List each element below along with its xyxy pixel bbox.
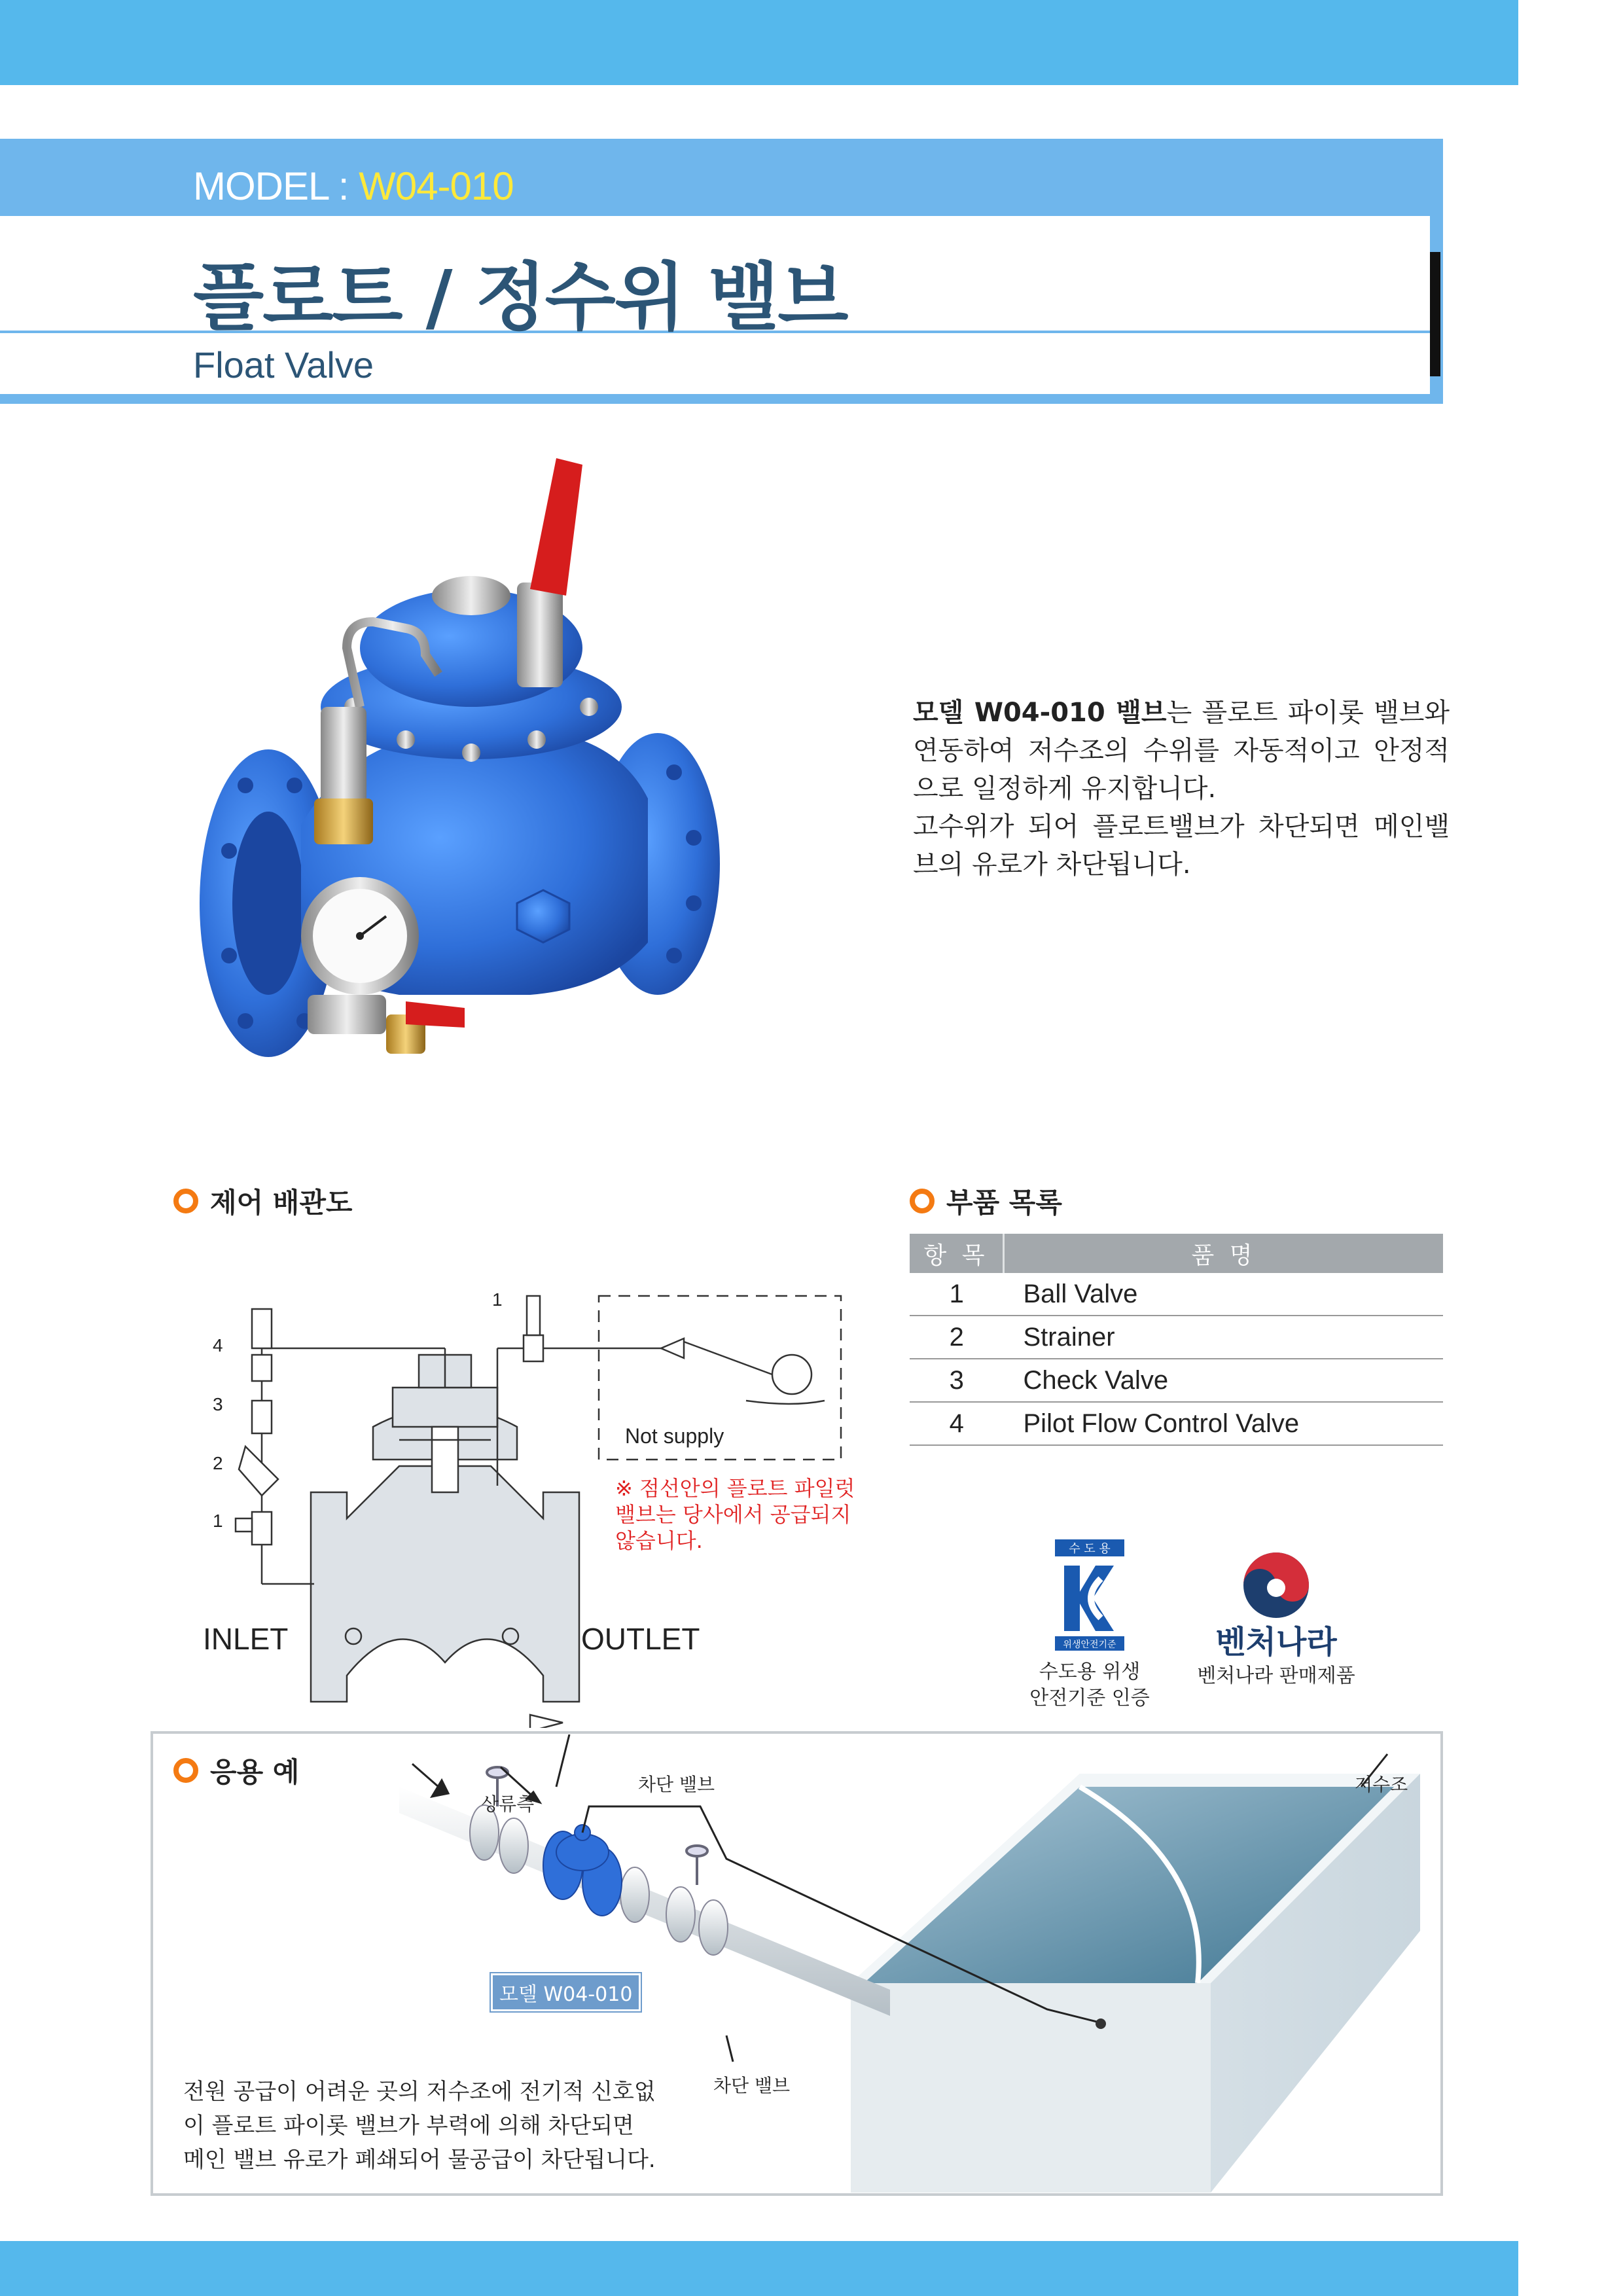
kc-caption-line-2: 안전기준 인증 bbox=[1029, 1687, 1150, 1710]
venture-nara-caption: 벤처나라 판매제품 bbox=[1197, 1664, 1355, 1687]
venture-nara-logo bbox=[1242, 1551, 1310, 1619]
bullet-ring-icon bbox=[173, 1189, 198, 1213]
application-text-line-2: 이 플로트 파이롯 밸브가 부력에 의해 차단되면 bbox=[183, 2113, 634, 2139]
not-supply-note-line-2: 밸브는 당사에서 공급되지 bbox=[615, 1502, 851, 1527]
application-text-line-1: 전원 공급이 어려운 곳의 저수조에 전기적 신호없 bbox=[183, 2079, 656, 2105]
table-row bbox=[910, 1402, 1443, 1445]
not-supply-note-line-1: ※ 점선안의 플로트 파일럿 bbox=[615, 1476, 855, 1501]
table-row bbox=[910, 1316, 1443, 1359]
table-header-row bbox=[910, 1234, 1443, 1273]
shutoff-valve-label-top: 차단 밸브 bbox=[638, 1774, 715, 1795]
diagram-label-1-bottom: 1 bbox=[213, 1511, 223, 1531]
row-part-name: Check Valve bbox=[1004, 1359, 1444, 1402]
model-callout-tag: 모델 W04-010 bbox=[491, 1973, 641, 2011]
section-title: 응용 예 bbox=[210, 1756, 300, 1788]
section-title: 제어 배관도 bbox=[210, 1187, 353, 1219]
row-part-name: Ball Valve bbox=[1004, 1273, 1444, 1316]
description-paragraph-1 bbox=[913, 694, 1450, 808]
model-prefix: MODEL : bbox=[193, 164, 359, 208]
venture-nara-name: 벤처나라 bbox=[1215, 1624, 1337, 1660]
not-supply-note-line-3: 않습니다. bbox=[615, 1528, 703, 1553]
top-color-band bbox=[0, 0, 1518, 85]
inlet-label: INLET bbox=[203, 1622, 289, 1656]
row-number: 4 bbox=[910, 1402, 1004, 1445]
diagram-label-1-top: 1 bbox=[492, 1289, 503, 1310]
product-description bbox=[913, 694, 1450, 884]
row-number: 3 bbox=[910, 1359, 1004, 1402]
section-control-piping bbox=[173, 1181, 352, 1221]
header-accent-bar bbox=[1430, 252, 1440, 376]
kc-certification-mark bbox=[1055, 1539, 1124, 1651]
diagram-label-3: 3 bbox=[213, 1394, 223, 1414]
outlet-label: OUTLET bbox=[581, 1622, 700, 1656]
bullet-ring-icon bbox=[173, 1758, 198, 1783]
row-number: 2 bbox=[910, 1316, 1004, 1359]
kc-caption bbox=[1021, 1659, 1158, 1712]
kc-bottom-text: 위생안전기준 bbox=[1063, 1640, 1116, 1650]
table-row bbox=[910, 1359, 1443, 1402]
model-label bbox=[193, 164, 514, 209]
row-number: 1 bbox=[910, 1273, 1004, 1316]
header-item: 항 목 bbox=[910, 1234, 1004, 1273]
upstream-label: 상류측 bbox=[481, 1793, 535, 1815]
application-description bbox=[183, 2075, 668, 2177]
bullet-ring-icon bbox=[910, 1189, 935, 1213]
row-part-name: Pilot Flow Control Valve bbox=[1004, 1402, 1444, 1445]
product-photo bbox=[190, 432, 726, 1100]
page-title: 플로트 / 정수위 밸브 bbox=[193, 255, 847, 340]
page-subtitle: Float Valve bbox=[193, 344, 374, 386]
kc-caption-line-1: 수도용 위생 bbox=[1039, 1660, 1141, 1683]
application-text-line-3: 메인 밸브 유로가 폐쇄되어 물공급이 차단됩니다. bbox=[183, 2147, 656, 2173]
model-number: W04-010 bbox=[359, 164, 514, 208]
reservoir-label: 저수조 bbox=[1355, 1774, 1408, 1795]
section-title: 부품 목록 bbox=[946, 1187, 1062, 1219]
table-row bbox=[910, 1273, 1443, 1316]
diagram-label-4: 4 bbox=[213, 1335, 223, 1355]
not-supply-label: Not supply bbox=[625, 1424, 724, 1448]
row-part-name: Strainer bbox=[1004, 1316, 1444, 1359]
control-piping-diagram bbox=[183, 1270, 870, 1728]
bottom-color-band bbox=[0, 2241, 1518, 2296]
kc-top-text: 수 도 용 bbox=[1069, 1542, 1111, 1556]
description-text-1: 는 플로트 파이롯 밸브와 연동하여 저수조의 수위를 자동적이고 안정적으로 일정하게 유지합니다. bbox=[913, 698, 1450, 804]
parts-table bbox=[910, 1234, 1443, 1446]
description-model-name: 모델 W04-010 밸브 bbox=[913, 698, 1167, 728]
description-paragraph-2: 고수위가 되어 플로트밸브가 차단되면 메인밸브의 유로가 차단됩니다. bbox=[913, 812, 1450, 880]
header-name: 품 명 bbox=[1004, 1234, 1444, 1273]
diagram-label-2: 2 bbox=[213, 1453, 223, 1473]
shutoff-valve-label-bottom: 차단 밸브 bbox=[713, 2075, 791, 2096]
section-application bbox=[173, 1751, 299, 1790]
section-parts-list bbox=[910, 1181, 1062, 1221]
